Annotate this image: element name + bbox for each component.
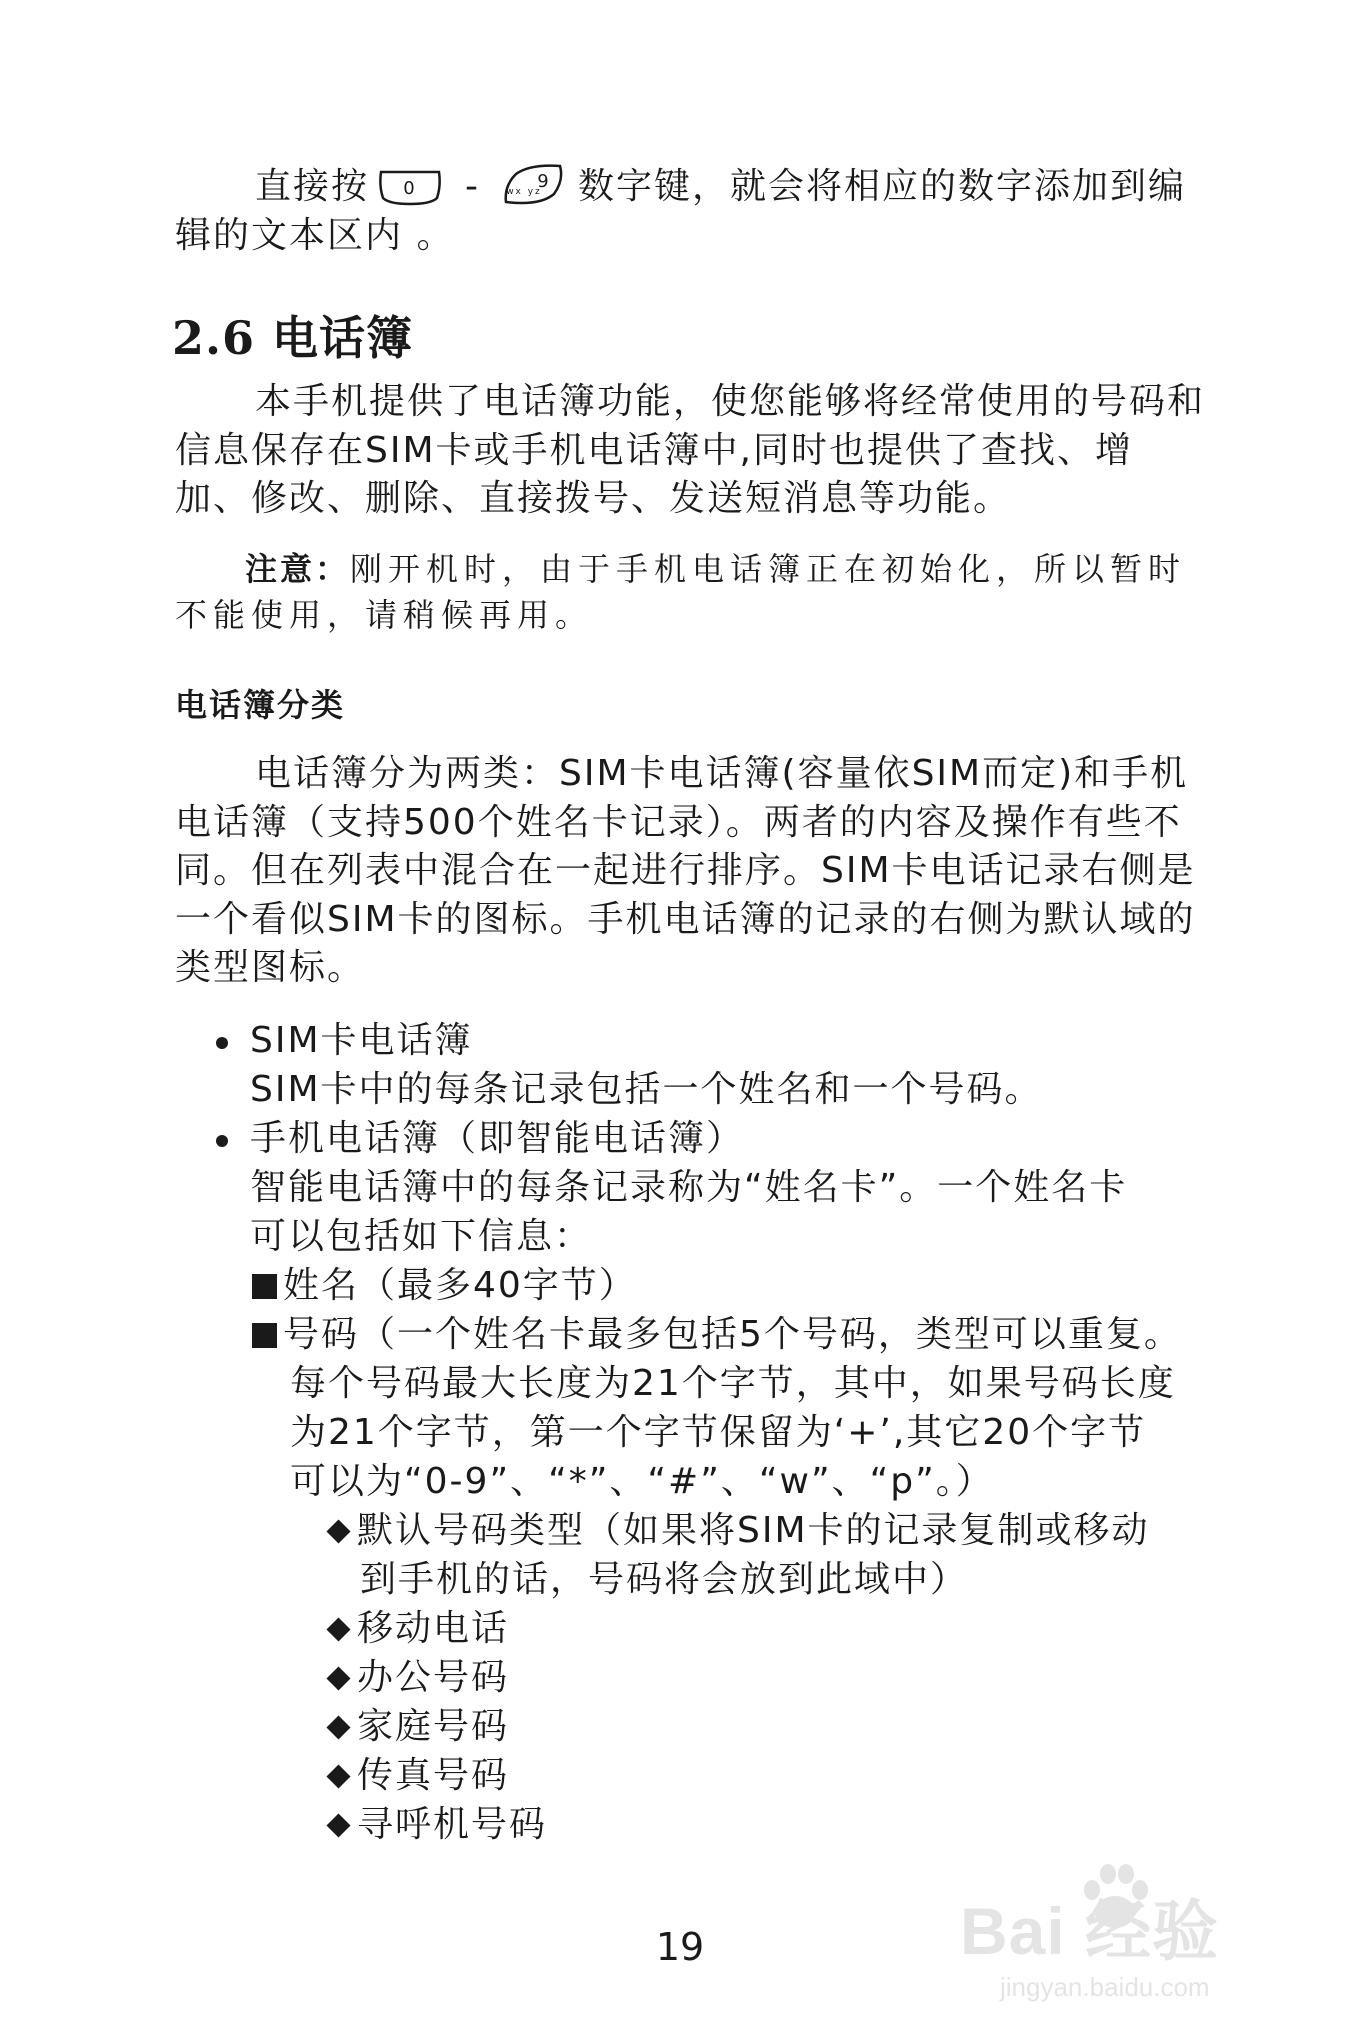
type-item-text: 办公号码 <box>357 1657 510 1698</box>
key-9-icon <box>500 162 568 221</box>
bullet-phone-title: 手机电话簿（即智能电话簿） <box>250 1118 745 1159</box>
type-item-text: 家庭号码 <box>357 1706 510 1747</box>
key-9-letters: wx yz <box>506 187 542 197</box>
section-paragraph: 本手机提供了电话簿功能，使您能够将经常使用的号码和信息保存在SIM卡或手机电话簿中,同时也提供了查找、增加、修改、删除、直接拨号、发送短消息等功能。 <box>175 381 1206 519</box>
type-item-text: 寻呼机号码 <box>357 1804 548 1845</box>
square-bullet-icon <box>252 1274 277 1299</box>
type-item-text: 移动电话 <box>357 1608 510 1649</box>
watermark-brand: Bai 经验 <box>960 1894 1220 1968</box>
diamond-bullet-icon <box>326 1666 350 1690</box>
field-number-4: 可以为“0-9”、“*”、“#”、“w”、“p”。） <box>290 1461 994 1502</box>
note-label: 注意： <box>245 550 351 588</box>
field-number-3: 为21个字节，第一个字节保留为‘+’,其它20个字节 <box>290 1412 1147 1453</box>
type-item <box>326 1605 509 1653</box>
bullet-phone-desc-2: 可以包括如下信息： <box>250 1216 593 1257</box>
intro-prefix: 直接按 <box>255 166 370 207</box>
section-title: 2.6 电话簿 <box>172 311 414 365</box>
diamond-bullet-icon <box>326 1519 350 1543</box>
key-9-label: 9 <box>537 171 551 192</box>
type-default-text-1: 默认号码类型（如果将SIM卡的记录复制或移动 <box>357 1510 1150 1551</box>
type-default-2: 到手机的话，号码将会放到此域中） <box>360 1559 969 1600</box>
note-paragraph <box>175 546 1205 638</box>
field-name-text: 姓名（最多40字节） <box>283 1265 637 1306</box>
diamond-bullet-icon <box>326 1617 350 1641</box>
baidu-watermark <box>960 1860 1320 2020</box>
type-item <box>326 1654 509 1702</box>
type-item <box>326 1752 509 1800</box>
square-bullet-icon <box>252 1323 277 1348</box>
intro-dash: - <box>465 166 481 207</box>
bullet-dot-icon <box>216 1135 228 1147</box>
type-item-text: 传真号码 <box>357 1755 510 1796</box>
type-item <box>326 1703 509 1751</box>
diamond-bullet-icon <box>326 1715 350 1739</box>
watermark-url: jingyan.baidu.com <box>1000 1972 1210 2002</box>
diamond-bullet-icon <box>326 1813 350 1837</box>
category-title: 电话簿分类 <box>175 686 346 724</box>
diamond-bullet-icon <box>326 1764 350 1788</box>
note-text: 刚开机时，由于手机电话簿正在初始化，所以暂时不能使用，请稍候再用。 <box>175 550 1187 634</box>
page-number: 19 <box>655 1925 705 1969</box>
type-default-1 <box>326 1507 1150 1555</box>
intro-suffix: 数字键，就会将相应的数字添加到编 <box>578 166 1187 207</box>
field-name <box>252 1262 637 1310</box>
field-number-1 <box>252 1311 1182 1359</box>
key-0-label: 0 <box>403 178 417 199</box>
type-item <box>326 1801 547 1849</box>
intro-line-2: 辑的文本区内 。 <box>175 215 455 256</box>
bullet-sim-desc: SIM卡中的每条记录包括一个姓名和一个号码。 <box>250 1069 1043 1110</box>
category-paragraph: 电话簿分为两类：SIM卡电话簿(容量依SIM而定)和手机电话簿（支持500个姓名卡记录）。两者的内容及操作有些不同。但在列表中混合在一起进行排序。SIM卡电话记录右侧是一个看似SIM卡的图标。手机电话簿的记录的右侧为默认域的类型图标。 <box>175 753 1196 988</box>
bullet-dot-icon <box>216 1037 228 1049</box>
field-number-2: 每个号码最大长度为21个字节，其中，如果号码长度 <box>290 1363 1176 1404</box>
bullet-sim-title: SIM卡电话簿 <box>250 1020 473 1061</box>
field-number-text-1: 号码（一个姓名卡最多包括5个号码，类型可以重复。 <box>283 1314 1182 1355</box>
bullet-phone-desc-1: 智能电话簿中的每条记录称为“姓名卡”。一个姓名卡 <box>250 1167 1128 1208</box>
